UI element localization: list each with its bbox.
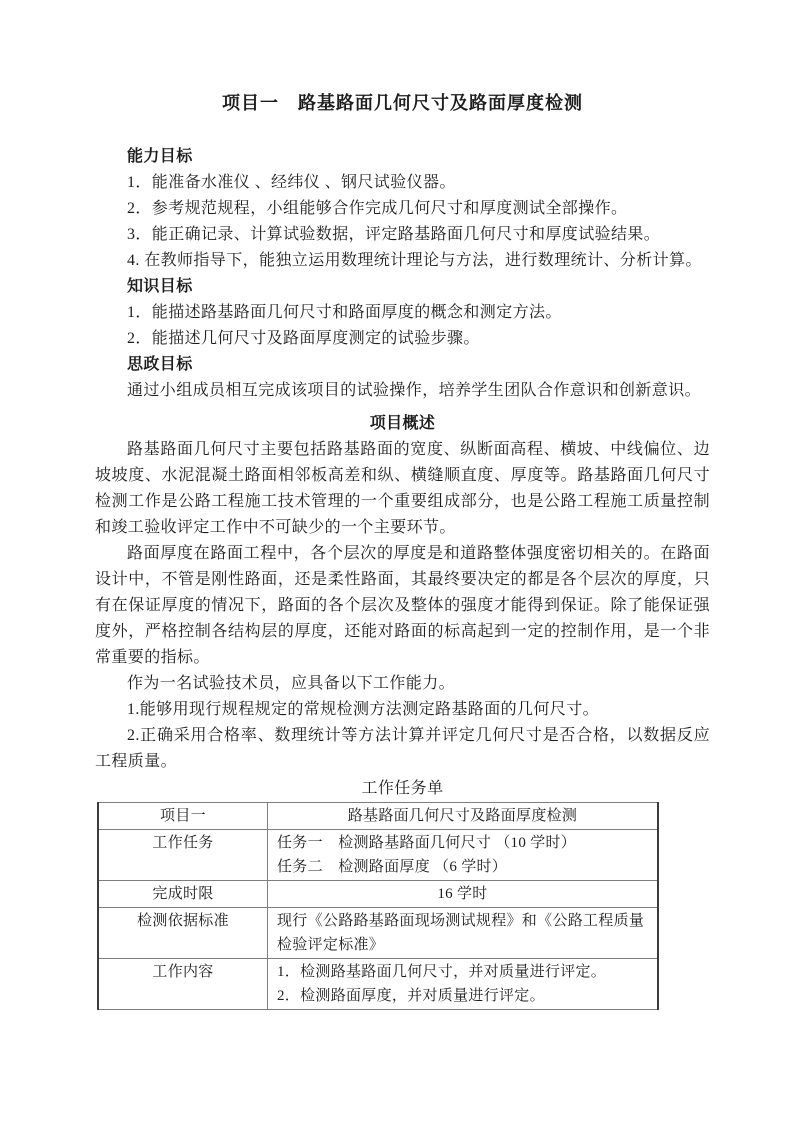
row-value-project: 路基路面几何尺寸及路面厚度检测 xyxy=(268,803,659,830)
row-value-tasks xyxy=(268,830,659,881)
row-label-deadline: 完成时限 xyxy=(98,881,268,908)
document-content xyxy=(95,90,710,1010)
row-value-deadline: 16 学时 xyxy=(268,881,659,908)
section-heading-ideology: 思政目标 xyxy=(127,356,193,373)
ability-item-4: 4. 在教师指导下，能独立运用数理统计理论与方法，进行数理统计、分析计算。 xyxy=(127,252,702,269)
table-row-standards xyxy=(98,908,658,959)
overview-paragraph-4: 1.能够用现行规程规定的常规检测方法测定路基路面的几何尺寸。 xyxy=(127,701,600,718)
row-label-tasks: 工作任务 xyxy=(98,830,268,881)
document-body xyxy=(95,144,710,1010)
table-row-work-content xyxy=(98,959,658,1010)
work-content-line-2: 2．检测路面厚度，并对质量进行评定。 xyxy=(277,988,545,1004)
table-row-tasks xyxy=(98,830,658,881)
ability-item-3: 3．能正确记录、计算试验数据，评定路基路面几何尺寸和厚度试验结果。 xyxy=(127,226,661,243)
section-heading-overview: 项目概述 xyxy=(369,415,436,432)
overview-paragraph-5: 2.正确采用合格率、数理统计等方法计算并评定几何尺寸是否合格，以数据反应工程质量。 xyxy=(95,727,710,770)
ideology-paragraph: 通过小组成员相互完成该项目的试验操作，培养学生团队合作意识和创新意识。 xyxy=(127,382,702,399)
row-label-project: 项目一 xyxy=(98,803,268,830)
document-title: 项目一 路基路面几何尺寸及路面厚度检测 xyxy=(222,93,583,113)
ability-item-2: 2．参考规范规程，小组能够合作完成几何尺寸和厚度测试全部操作。 xyxy=(127,200,628,217)
knowledge-item-2: 2．能描述几何尺寸及路面厚度测定的试验步骤。 xyxy=(127,330,480,347)
task-sheet-caption: 工作任务单 xyxy=(361,780,444,797)
overview-paragraph-3: 作为一名试验技术员，应具备以下工作能力。 xyxy=(127,675,456,692)
task-line-2: 任务二 检测路面厚度 （6 学时） xyxy=(277,859,508,875)
row-value-standards: 现行《公路路基路面现场测试规程》和《公路工程质量检验评定标准》 xyxy=(268,908,659,959)
overview-paragraph-1: 路基路面几何尺寸主要包括路基路面的宽度、纵断面高程、横坡、中线偏位、边坡坡度、水泥混凝土路面相邻板高差和纵、横缝顺直度、厚度等。路基路面几何尺寸检测工作是公路工程施工技术管理的一个重要组成部分，也是公路工程施工质量控制和竣工验收评定工作中不可缺少的一个主要环节。 xyxy=(95,441,710,536)
task-sheet-table xyxy=(97,802,659,1010)
table-row-project xyxy=(98,803,658,830)
overview-paragraph-2: 路面厚度在路面工程中，各个层次的厚度是和道路整体强度密切相关的。在路面设计中，不管是刚性路面，还是柔性路面，其最终要决定的都是各个层次的厚度，只有在保证厚度的情况下，路面的各个层次及整体的强度才能得到保证。除了能保证强度外，严格控制各结构层的厚度，还能对路面的标高起到一定的控制作用，是一个非常重要的指标。 xyxy=(95,545,710,666)
section-heading-knowledge: 知识目标 xyxy=(127,278,193,295)
row-label-work-content: 工作内容 xyxy=(98,959,268,1010)
knowledge-item-1: 1．能描述路基路面几何尺寸和路面厚度的概念和测定方法。 xyxy=(127,304,562,321)
row-label-standards: 检测依据标准 xyxy=(98,908,268,959)
ability-item-1: 1．能准备水准仪 、经纬仪 、钢尺试验仪器。 xyxy=(127,174,456,191)
section-heading-ability: 能力目标 xyxy=(127,148,193,165)
task-line-1: 任务一 检测路基路面几何尺寸 （10 学时） xyxy=(277,835,577,851)
table-row-deadline xyxy=(98,881,658,908)
row-value-work-content xyxy=(268,959,659,1010)
work-content-line-1: 1．检测路基路面几何尺寸，并对质量进行评定。 xyxy=(277,964,607,980)
